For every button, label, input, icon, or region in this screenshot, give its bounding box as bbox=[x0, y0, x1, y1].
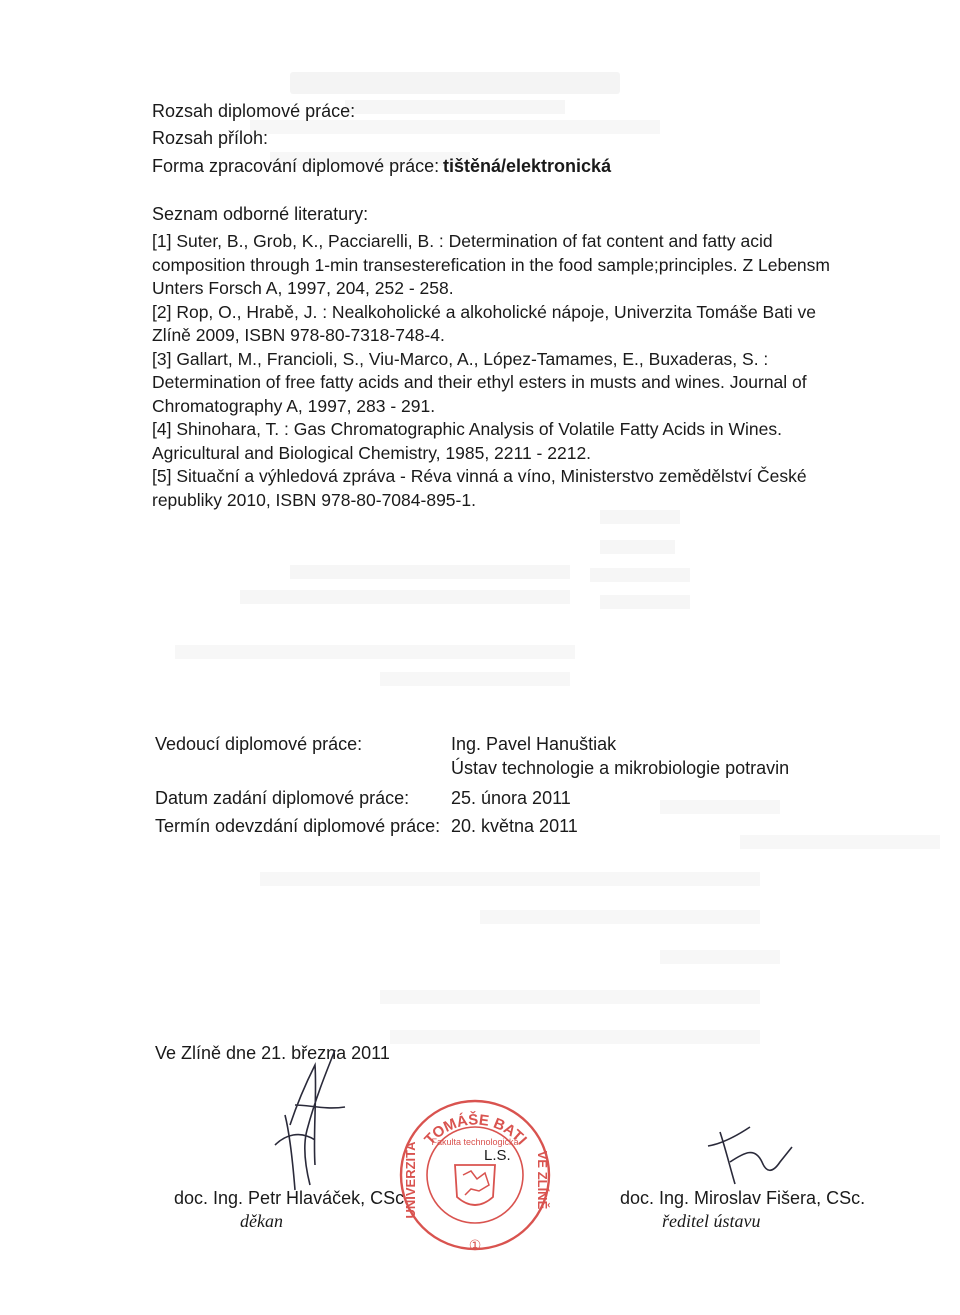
vedouci-name: Ing. Pavel Hanuštiak bbox=[451, 734, 617, 754]
reference-4-line-2: Agricultural and Biological Chemistry, 1985, 2211 - 2212. bbox=[152, 442, 592, 463]
reference-4-line-1: [4] Shinohara, T. : Gas Chromatographic Analysis of Volatile Fatty Acids in Wines. bbox=[152, 419, 782, 439]
reference-2-line-1: [2] Rop, O., Hrabě, J. : Nealkoholické a alkoholické nápoje, Univerzita Tomáše Bati ve bbox=[152, 301, 817, 322]
vedouci-label: Vedoucí diplomové práce: bbox=[155, 734, 363, 754]
dean-name: doc. Ing. Petr Hlaváček, CSc. bbox=[174, 1188, 410, 1208]
ls-mark: L.S. bbox=[484, 1147, 511, 1164]
vedouci-institute: Ústav technologie a mikrobiologie potravin bbox=[451, 758, 790, 778]
reference-5-line-2: republiky 2010, ISBN 978-80-7084-895-1. bbox=[152, 489, 476, 510]
reference-3-line-2: Determination of free fatty acids and their ethyl esters in musts and wines. Journal of bbox=[152, 372, 807, 392]
reference-1-line-3: Unters Forsch A, 1997, 204, 252 - 258. bbox=[152, 278, 454, 298]
stamp-inner-text: Fakulta technologická bbox=[431, 1137, 519, 1147]
reference-1-line-2: composition through 1-min transesterefication in the food sample;principles. Z Lebensm bbox=[152, 254, 830, 275]
director-name: doc. Ing. Miroslav Fišera, CSc. bbox=[620, 1188, 866, 1208]
forma-value: tištěná/elektronická bbox=[443, 156, 612, 176]
reference-3-line-3: Chromatography A, 1997, 283 - 291. bbox=[152, 395, 436, 416]
rozsah-priloh-label: Rozsah příloh: bbox=[152, 128, 269, 148]
reference-3-line-1: [3] Gallart, M., Francioli, S., Viu-Marco, A., López-Tamames, E., Buxaderas, S. : bbox=[152, 348, 769, 369]
stamp-number: ① bbox=[468, 1238, 482, 1254]
termin-odevzdani-value: 20. května 2011 bbox=[451, 816, 578, 836]
stamp-left-text: UNIVERZITA bbox=[403, 1141, 418, 1219]
datum-zadani-label: Datum zadání diplomové práce: bbox=[155, 788, 410, 808]
datum-zadani-value: 25. února 2011 bbox=[451, 788, 571, 808]
stamp-top-text: TOMÁŠE BATI bbox=[421, 1111, 530, 1149]
reference-2-line-2: Zlíně 2009, ISBN 978-80-7318-748-4. bbox=[152, 325, 445, 345]
dean-title: děkan bbox=[240, 1211, 283, 1231]
dean-signature bbox=[255, 1045, 365, 1195]
place-date: Ve Zlíně dne 21. března 2011 bbox=[155, 1043, 390, 1063]
seznam-literatury-heading: Seznam odborné literatury: bbox=[152, 204, 369, 224]
reference-1-line-1: [1] Suter, B., Grob, K., Pacciarelli, B. : Determination of fat content and fatty acid bbox=[152, 231, 773, 251]
reference-5-line-1: [5] Situační a výhledová zpráva - Réva vinná a víno, Ministerstvo zemědělství České bbox=[152, 466, 807, 486]
rozsah-prace-label: Rozsah diplomové práce: bbox=[152, 101, 356, 121]
reference-list bbox=[152, 230, 830, 512]
stamp-right-text: VE ZLÍNĚ bbox=[535, 1150, 550, 1210]
director-signature bbox=[700, 1122, 800, 1192]
university-stamp bbox=[393, 1085, 558, 1265]
director-title: ředitel ústavu bbox=[662, 1211, 761, 1231]
forma-label: Forma zpracování diplomové práce: bbox=[152, 156, 440, 176]
termin-odevzdani-label: Termín odevzdání diplomové práce: bbox=[155, 816, 441, 836]
